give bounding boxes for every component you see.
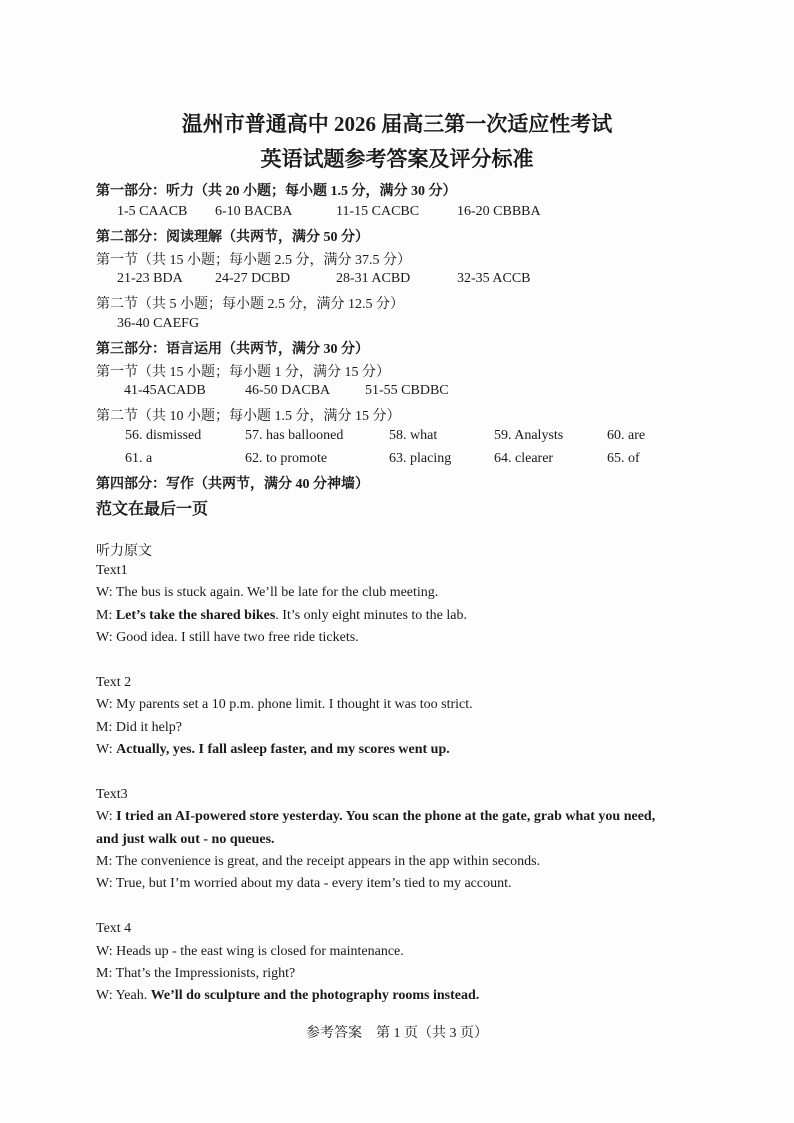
text3-label: Text3 (96, 787, 128, 802)
part2-sec1-answer: 21-23 BDA (117, 271, 183, 286)
text4-label: Text 4 (96, 921, 132, 936)
cloze-answer: 57. has ballooned (245, 428, 344, 443)
text3-line1: W: I tried an AI-powered store yesterday. You scan the phone at the gate, grab what you need, (96, 809, 656, 824)
text3-line4: W: True, but I’m worried about my data - every item’s tied to my account. (96, 876, 512, 891)
part1-heading: 第一部分：听力（共 20 小题；每小题 1.5 分，满分 30 分） (96, 184, 457, 199)
text2-label: Text 2 (96, 675, 132, 690)
cloze-answer: 59. Analysts (494, 428, 564, 443)
part3-sec1-heading: 第一节（共 15 小题；每小题 1 分，满分 15 分） (96, 365, 390, 380)
part4-heading: 第四部分：写作（共两节，满分 40 分神墙） (96, 477, 369, 492)
cloze-answer: 64. clearer (494, 451, 554, 466)
cloze-answer: 58. what (389, 428, 438, 443)
text4-line1: W: Heads up - the east wing is closed for maintenance. (96, 944, 404, 959)
cloze-answer: 60. are (607, 428, 646, 443)
cloze-answer: 62. to promote (245, 451, 328, 466)
text3-line2: and just walk out - no queues. (96, 832, 275, 847)
cloze-answer: 65. of (607, 451, 640, 466)
text2-line1: W: My parents set a 10 p.m. phone limit. I thought it was too strict. (96, 697, 473, 712)
text4-line2: M: That’s the Impressionists, right? (96, 966, 296, 981)
text1-line2: M: Let’s take the shared bikes. It’s only eight minutes to the lab. (96, 608, 467, 623)
part2-sec2-heading: 第二节（共 5 小题；每小题 2.5 分，满分 12.5 分） (96, 297, 404, 312)
part2-sec1-answer: 28-31 ACBD (336, 271, 411, 286)
part1-answer: 16-20 CBBBA (457, 204, 541, 219)
text1-line1: W: The bus is stuck again. We’ll be late for the club meeting. (96, 585, 439, 600)
page-footer: 参考答案 第 1 页（共 3 页） (306, 1026, 488, 1041)
listening-heading: 听力原文 (96, 544, 152, 559)
doc-title-line2: 英语试题参考答案及评分标准 (260, 147, 534, 171)
part2-sec1-answer: 32-35 ACCB (457, 271, 531, 286)
text4-line3: W: Yeah. We’ll do sculpture and the photography rooms instead. (96, 988, 480, 1003)
part2-sec2-answer: 36-40 CAEFG (117, 316, 200, 331)
text1-line3: W: Good idea. I still have two free ride tickets. (96, 630, 359, 645)
part1-answer: 1-5 CAACB (117, 204, 188, 219)
part3-sec2-heading: 第二节（共 10 小题；每小题 1.5 分，满分 15 分） (96, 409, 401, 424)
doc-title-line1: 温州市普通高中 2026 届高三第一次适应性考试 (181, 112, 613, 136)
text3-line3: M: The convenience is great, and the receipt appears in the app within seconds. (96, 854, 541, 869)
part3-sec1-answer: 51-55 CBDBC (365, 383, 449, 398)
text1-label: Text1 (96, 563, 128, 578)
part2-heading: 第二部分：阅读理解（共两节，满分 50 分） (96, 230, 369, 245)
part3-sec1-answer: 46-50 DACBA (245, 383, 331, 398)
part3-sec1-answer: 41-45ACADB (124, 383, 206, 398)
part1-answer: 11-15 CACBC (336, 204, 420, 219)
part3-heading: 第三部分：语言运用（共两节，满分 30 分） (96, 342, 369, 357)
part2-sec1-answer: 24-27 DCBD (215, 271, 291, 286)
sample-essay-note: 范文在最后一页 (96, 501, 209, 518)
part2-sec1-heading: 第一节（共 15 小题；每小题 2.5 分，满分 37.5 分） (96, 253, 411, 268)
cloze-answer: 61. a (125, 451, 153, 466)
cloze-answer: 63. placing (389, 451, 452, 466)
text2-line3: W: Actually, yes. I fall asleep faster, and my scores went up. (96, 742, 450, 757)
text2-line2: M: Did it help? (96, 720, 182, 735)
part1-answer: 6-10 BACBA (215, 204, 293, 219)
cloze-answer: 56. dismissed (125, 428, 202, 443)
